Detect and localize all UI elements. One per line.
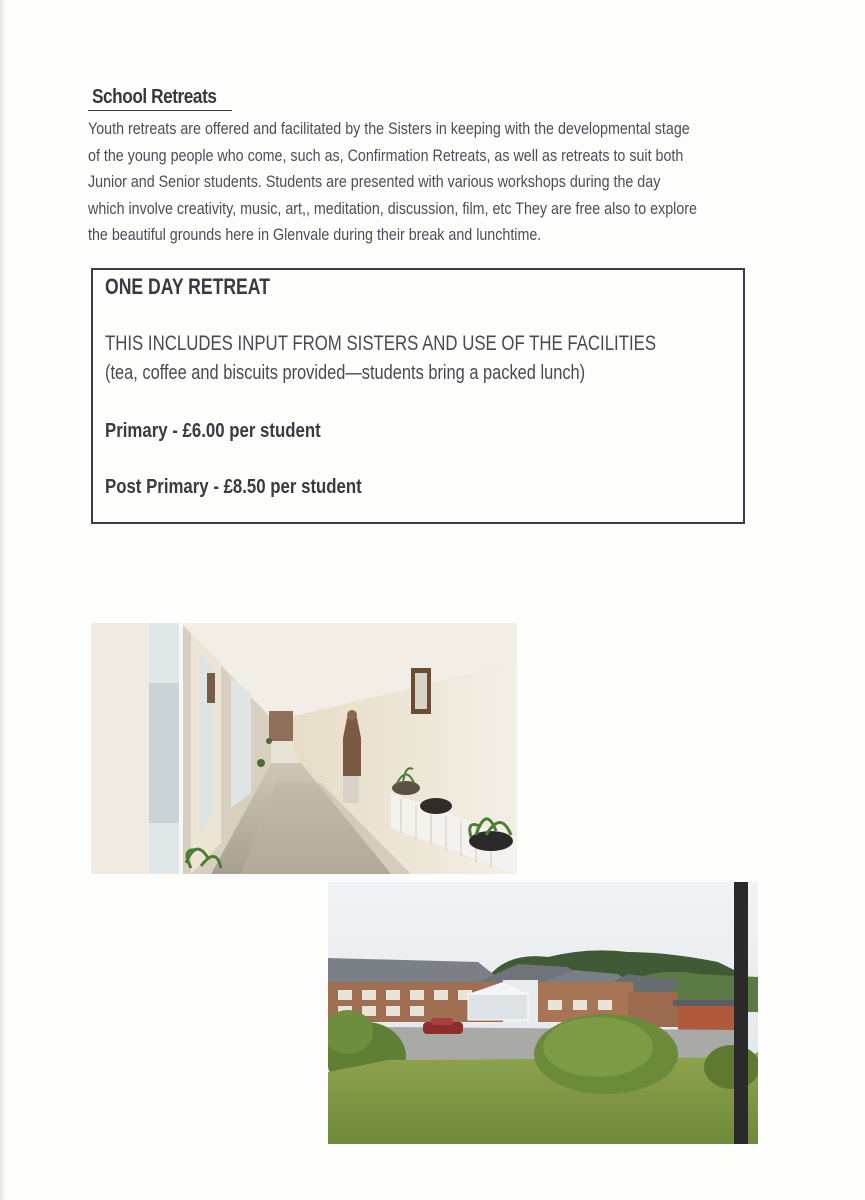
corridor-illustration bbox=[91, 623, 517, 874]
price-primary: Primary - £6.00 per student bbox=[105, 420, 321, 442]
intro-line: which involve creativity, music, art,, meditation, discussion, film, etc They are free also to explore bbox=[88, 198, 697, 218]
intro-line: of the young people who come, such as, Confirmation Retreats, as well as retreats to suit both bbox=[88, 145, 684, 165]
section-heading: School Retreats bbox=[92, 86, 217, 108]
corridor-photo bbox=[91, 623, 517, 874]
intro-line: the beautiful grounds here in Glenvale during their break and lunchtime. bbox=[88, 225, 542, 244]
retreat-includes-text: THIS INCLUDES INPUT FROM SISTERS AND USE OF THE FACILITIES bbox=[105, 332, 657, 355]
price-post-primary: Post Primary - £8.50 per student bbox=[105, 476, 362, 498]
heading-underline bbox=[88, 110, 232, 111]
intro-paragraph bbox=[88, 116, 743, 249]
intro-line: Youth retreats are offered and facilitated by the Sisters in keeping with the developmental stage bbox=[88, 119, 690, 138]
retreat-provided-text: (tea, coffee and biscuits provided—students bring a packed lunch) bbox=[105, 362, 586, 384]
page-scan-edge bbox=[0, 0, 6, 1200]
building-illustration bbox=[328, 882, 758, 1144]
retreat-info-box bbox=[91, 268, 745, 524]
intro-line: Junior and Senior students. Students are presented with various workshops during the day bbox=[88, 172, 661, 191]
building-photo bbox=[328, 882, 758, 1144]
retreat-box-title: ONE DAY RETREAT bbox=[105, 274, 270, 299]
